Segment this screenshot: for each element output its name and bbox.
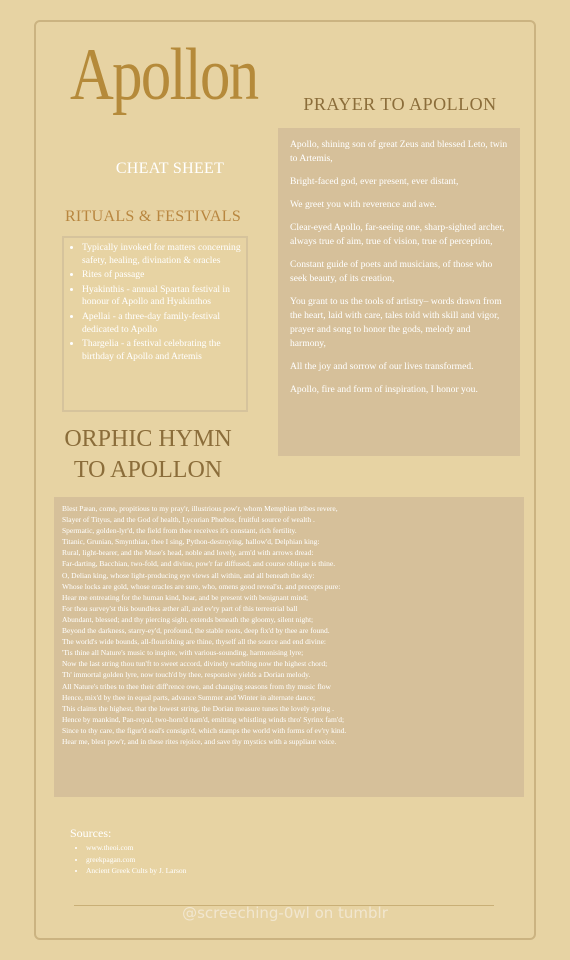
sources-list: [76, 842, 186, 877]
list-item: • Apellai - a three-day family-festival dedicated to Apollo: [82, 311, 246, 336]
prayer-stanza: Apollo, shining son of great Zeus and blessed Leto, twin to Artemis,: [290, 139, 508, 164]
hymn-line: O, Delian king, whose light-producing eye views all within, and all beneath the sky:: [62, 570, 315, 580]
hymn-line: Hence by mankind, Pan-royal, two-horn'd nam'd, emitting whistling winds thro' Syrinx fam'd;: [62, 714, 345, 724]
hymn-line: Hear me, blest pow'r, and in these rites rejoice, and save thy mystics with a suppliant voice.: [62, 736, 337, 746]
prayer-heading: PRAYER TO APOLLON: [303, 94, 497, 114]
credit-watermark: @screeching-0wl on tumblr: [182, 904, 388, 922]
source-item[interactable]: • greekpagan.com: [86, 854, 186, 866]
hymn-line: Slayer of Tityus, and the God of health, Lycorian Phœbus, fruitful source of wealth .: [62, 515, 315, 525]
hymn-line: Rural, light-bearer, and the Muse's head, noble and lovely, arm'd with arrows dread:: [62, 548, 314, 558]
sources-heading: Sources:: [70, 826, 112, 840]
hymn-line: 'Tis thine all Nature's music to inspire, with various-sounding, harmonising lyre;: [62, 648, 304, 658]
rituals-heading: RITUALS & FESTIVALS: [64, 208, 242, 225]
hymn-line: Far-darting, Bacchian, two-fold, and divine, pow'r far diffused, and course oblique is thine.: [62, 559, 336, 569]
list-item: • Hyakinthis - annual Spartan festival in honour of Apollo and Hyakinthos: [82, 284, 246, 309]
prayer-stanza: Clear-eyed Apollo, far-seeing one, sharp-sighted archer, always true of aim, true of vision, true of perception,: [290, 222, 505, 247]
prayer-stanza: Constant guide of poets and musicians, of those who seek beauty, of its creation,: [290, 259, 493, 284]
hymn-line: All Nature's tribes to thee their diff'rence owe, and changing seasons from thy music flow: [62, 681, 331, 691]
source-item[interactable]: • www.theoi.com: [86, 842, 186, 854]
prayer-stanza: Apollo, fire and form of inspiration, I honor you.: [290, 384, 478, 395]
hymn-line: Beyond the darkness, starry-ey'd, profound, the stable roots, deep fix'd by thee are found.: [62, 626, 330, 636]
hymn-line: Now the last string thou tun'ft to sweet accord, divinely warbling now the highest chord;: [62, 659, 328, 669]
hymn-line: Whose locks are gold, whose oracles are sure, who, omens good reveal'st, and precepts pure:: [62, 581, 341, 591]
prayer-stanza: All the joy and sorrow of our lives transformed.: [290, 361, 474, 372]
hymn-line: For thou survey'st this boundless æther all, and ev'ry part of this terrestrial ball: [62, 603, 298, 613]
hymn-line: Titanic, Grunian, Smynthian, thee I sing, Python-destroying, hallow'd, Delphian king:: [62, 537, 320, 547]
prayer-stanza: You grant to us the tools of artistry– words drawn from the heart, laid with care, tales told with skill and vigor, prayer and song to honor the gods, melody and harmony,: [290, 296, 502, 349]
orphic-heading-line1: ORPHIC HYMN: [64, 426, 232, 452]
hymn-line: Abundant, blessed; and thy piercing sight, extends beneath the gloomy, silent night;: [62, 614, 314, 624]
hymn-line: Blest Pæan, come, propitious to my pray'r, illustrious pow'r, whom Memphian tribes revere,: [62, 504, 338, 513]
hymn-line: Th' immortal golden lyre, now touch'd by thee, responsive yields a Dorian melody.: [62, 670, 311, 680]
rituals-box: [62, 236, 248, 412]
prayer-stanza: Bright-faced god, ever present, ever distant,: [290, 176, 459, 187]
hymn-line: Hence, mix'd by thee in equal parts, advance Summer and Winter in alternate dance;: [62, 692, 316, 702]
list-item: • Rites of passage: [82, 269, 246, 282]
prayer-stanza: We greet you with reverence and awe.: [290, 199, 437, 210]
hymn-box: [54, 497, 524, 797]
cheat-sheet-label: CHEAT SHEET: [115, 160, 225, 177]
hymn-line: Spermatic, golden-lyr'd, the field from thee receives it's constant, rich fertility.: [62, 526, 297, 536]
rituals-list: [64, 242, 246, 363]
orphic-heading-line2: TO APOLLON: [73, 457, 223, 483]
hymn-line: Hear me entreating for the human kind, hear, and be present with benignant mind;: [62, 592, 309, 602]
list-item: • Typically invoked for matters concerning safety, healing, divination & oracles: [82, 242, 246, 267]
list-item: • Thargelia - a festival celebrating the birthday of Apollo and Artemis: [82, 338, 246, 363]
orphic-heading: [50, 424, 246, 486]
hymn-line: This claims the highest, that the lowest string, the Dorian measure tunes the lovely spring .: [62, 703, 335, 713]
source-item: • Ancient Greek Cults by J. Larson: [86, 865, 186, 877]
hymn-line: Since to thy care, the figur'd seal's consign'd, which stamps the world with forms of ev'ry kind.: [62, 725, 347, 735]
hymn-line: The world's wide bounds, all-flourishing are thine, thyself all the source and end divine:: [62, 637, 326, 647]
page-title: Apollon: [70, 34, 258, 116]
prayer-box: [278, 128, 520, 456]
